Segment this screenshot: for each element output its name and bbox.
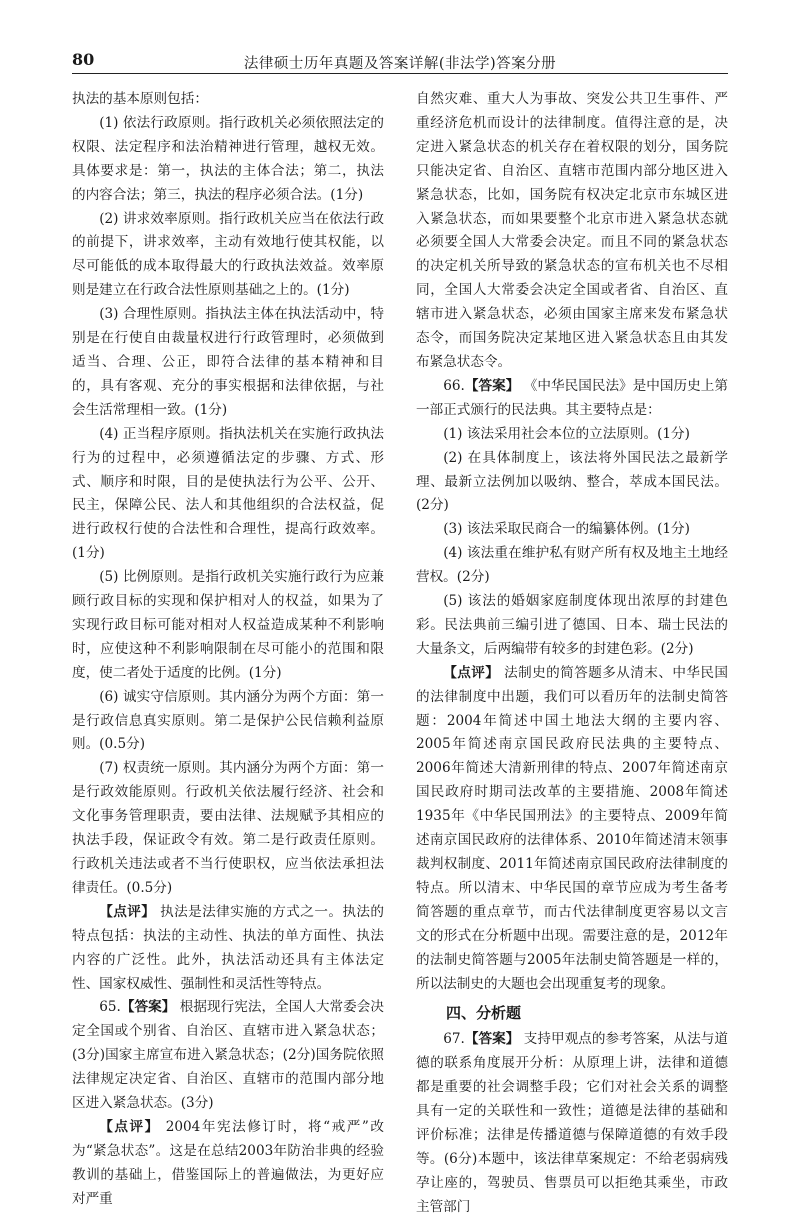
question-number: 66. bbox=[443, 377, 465, 394]
comment-65 bbox=[72, 1116, 384, 1212]
principle-5: (5) 比例原则。是指行政机关实施行政行为应兼顾行政目标的实现和保护相对人的权益，如果为了实现行政目标可能对相对人权益造成某种不利影响时，应使这种不利影响限制在尽可能小的范围和限度，使二者处于适度的比例。(1分) bbox=[72, 569, 384, 681]
two-column-body bbox=[72, 88, 729, 1215]
answer-65-text: 根据现行宪法，全国人大常委会决定全国或个别省、自治区、直辖市进入紧急状态；(3分)国家主席宣布进入紧急状态；(2分)国务院依照法律规定决定省、自治区、直辖市的范围内部分地区进入紧急状态。(3分) bbox=[72, 999, 385, 1112]
comment-66-text: 法制史的简答题多从清末、中华民国的法律制度中出题，我们可以看历年的法制史简答题：2004年简述中国土地法大纲的主要内容、2005年简述南京国民政府民法典的主要特点、2006年简述大清新刑律的特点、2007年简述南京国民政府时期司法改革的主要措施、2008年简述1935年《中华民国刑法》的主要特点、2009年简述南京国民政府的法律体系、2010年简述清末领事裁判权制度、2011年简述南京国民政府法律制度的特点。所以清末、中华民国的章节应成为考生备考简答题的重点章节，而古代法律制度更容易以文言文的形式在分析题中出现。需要注意的是，2012年的法制史简答题与2005年法制史简答题是一样的，所以法制史的大题也会出现重复考的现象。 bbox=[416, 664, 729, 992]
section-heading: 四、分析题 bbox=[446, 1004, 522, 1023]
principle-1: (1) 依法行政原则。指行政机关必须依照法定的权限、法定程序和法治精神进行管理，越权无效。具体要求是：第一，执法的主体合法；第二，执法的内容合法；第三，执法的程序必须合法。(1分) bbox=[72, 114, 384, 203]
principle-4: (4) 正当程序原则。指执法机关在实施行政执法行为的过程中，必须遵循法定的步骤、方式、形式、顺序和时限，目的是使执法行为公平、公开、民主，保障公民、法人和其他组织的合法权益，促进行政权行使的合法性和合理性，提高行政效率。(1分) bbox=[72, 425, 384, 562]
feature-5: (5) 该法的婚姻家庭制度体现出浓厚的封建色彩。民法典前三编引进了德国、日本、瑞士民法的大量条文，后两编带有较多的封建色彩。(2分) bbox=[416, 593, 728, 657]
answer-tag: 【答案】 bbox=[120, 999, 176, 1016]
answer-tag: 【答案】 bbox=[464, 377, 520, 394]
running-title: 法律硕士历年真题及答案详解(非法学)答案分册 bbox=[243, 56, 557, 72]
comment-64 bbox=[72, 901, 384, 997]
left-column bbox=[72, 88, 385, 1207]
comment-tag: 【点评】 bbox=[99, 903, 156, 920]
comment-66 bbox=[416, 662, 728, 997]
feature-1: (1) 该法采用社会本位的立法原则。(1分) bbox=[443, 425, 690, 442]
principle-2: (2) 讲求效率原则。指行政机关应当在依法行政的前提下，讲求效率，主动有效地行使其权能，以尽可能低的成本取得最大的行政执法效益。效率原则是建立在行政合法性原则基础之上的。(1分) bbox=[72, 210, 384, 299]
comment-64-text: 执法是法律实施的方式之一。执法的特点包括：执法的主动性、执法的单方面性、执法内容的广泛性。此外，执法活动还具有主体法定性、国家权威性、强制性和灵活性等特点。 bbox=[72, 903, 385, 992]
page-header bbox=[72, 40, 728, 74]
feature-4: (4) 该法重在维护私有财产所有权及地主土地经营权。(2分) bbox=[416, 545, 728, 586]
comment-65-text: 2004年宪法修订时，将“戒严”改为“紧急状态”。这是在总结2003年防治非典的经验教训的基础上，借鉴国际上的普遍做法，为更好应对严重 bbox=[72, 1118, 385, 1207]
feature-2: (2) 在具体制度上，该法将外国民法之最新学理、最新立法例加以吸纳、整合，萃成本国民法。(2分) bbox=[416, 449, 728, 514]
comment-tag: 【点评】 bbox=[443, 664, 500, 681]
answer-tag: 【答案】 bbox=[464, 1031, 520, 1048]
answer-67 bbox=[416, 1028, 728, 1219]
intro-text: 执法的基本原则包括： bbox=[72, 91, 208, 107]
comment-65-continued: 自然灾难、重大人为事故、突发公共卫生事件、严重经济危机而设计的法律制度。值得注意的是，决定进入紧急状态的机关存在着权限的划分，国务院只能决定省、自治区、直辖市范围内部分地区进入紧急状态，比如，国务院有权决定北京市东城区进入紧急状态，而如果要整个北京市进入紧急状态就必须要全国人大常委会决定。而且不同的紧急状态的决定机关所导致的紧急状态的宣布机关也不尽相同，全国人大常委会决定全国或者省、自治区、直辖市进入紧急状态，必须由国家主席来发布紧急状态令，而国务院决定某地区进入紧急状态且由其发布紧急状态令。 bbox=[416, 91, 728, 370]
principle-6: (6) 诚实守信原则。其内涵分为两个方面：第一是行政信息真实原则。第二是保护公民信赖利益原则。(0.5分) bbox=[72, 688, 384, 753]
principle-7: (7) 权责统一原则。其内涵分为两个方面：第一是行政效能原则。行政机关依法履行经济、社会和文化事务管理职责，要由法律、法规赋予其相应的执法手段，保证政令有效。第二是行政责任原则。行政机关违法或者不当行使职权，应当依法承担法律责任。(0.5分) bbox=[72, 760, 384, 896]
answer-67-text: 支持甲观点的参考答案，从法与道德的联系角度展开分析：从原理上讲，法律和道德都是重要的社会调整手段；它们对社会关系的调整具有一定的关联性和一致性；道德是法律的基础和评价标准；法律是传播道德与保障道德的有效手段等。(6分)本题中，该法律草案规定：不给老弱病残孕让座的，驾驶员、售票员可以拒绝其乘坐，市政主管部门 bbox=[416, 1031, 729, 1215]
page-number: 80 bbox=[72, 50, 95, 69]
question-number: 65. bbox=[99, 999, 121, 1016]
answer-66 bbox=[416, 375, 728, 423]
feature-3: (3) 该法采取民商合一的编纂体例。(1分) bbox=[443, 521, 690, 538]
right-column bbox=[416, 88, 729, 1215]
principle-3: (3) 合理性原则。指执法主体在执法活动中，特别是在行使自由裁量权进行行政管理时，必须做到适当、合理、公正，即符合法律的基本精神和目的，具有客观、充分的事实根据和法律依据，与社会生活常理相一致。(1分) bbox=[72, 306, 384, 418]
answer-65 bbox=[72, 996, 384, 1116]
comment-tag: 【点评】 bbox=[99, 1118, 160, 1135]
header-rule bbox=[72, 73, 728, 74]
question-number: 67. bbox=[443, 1031, 465, 1048]
answer-66-text: 《中华民国民法》是中国历史上第一部正式颁行的民法典。其主要特点是： bbox=[416, 377, 729, 418]
